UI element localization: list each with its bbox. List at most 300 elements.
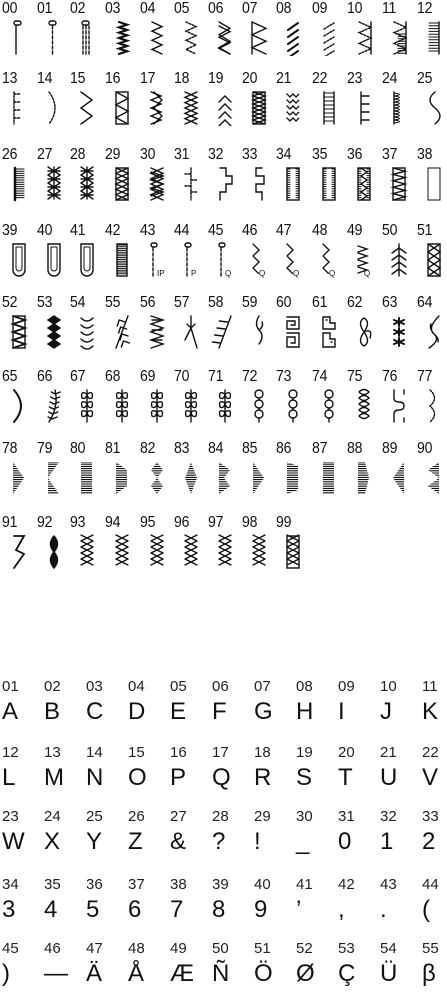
- stitch-33-icon: [244, 166, 274, 202]
- character-pattern-50: [212, 940, 252, 1000]
- character-number: 46: [44, 940, 61, 957]
- character-glyph: Å: [128, 960, 145, 987]
- stitch-number: 71: [208, 368, 224, 385]
- character-number: 03: [86, 678, 103, 695]
- character-glyph: B: [44, 698, 61, 725]
- stitch-number: 08: [276, 0, 292, 17]
- stitch-36-icon: [349, 166, 379, 202]
- character-pattern-39: [212, 876, 252, 936]
- stitch-38-icon: [419, 166, 447, 202]
- svg-text:Q: Q: [329, 269, 336, 278]
- stitch-number: 51: [417, 222, 433, 239]
- stitch-64-icon: [419, 314, 447, 350]
- stitch-77-icon: [419, 388, 447, 424]
- stitch-32-icon: [210, 166, 240, 202]
- stitch-pattern-51: [417, 222, 447, 290]
- character-number: 38: [170, 876, 187, 893]
- character-pattern-02: [44, 678, 84, 738]
- stitch-number: 97: [208, 514, 224, 531]
- stitch-24-icon: [384, 90, 414, 126]
- stitch-number: 62: [347, 294, 363, 311]
- character-number: 23: [2, 808, 19, 825]
- stitch-75-icon: [349, 388, 379, 424]
- stitch-80-icon: [72, 460, 102, 496]
- character-pattern-31: [338, 808, 378, 868]
- character-pattern-48: [128, 940, 168, 1000]
- stitch-27-icon: [39, 166, 69, 202]
- character-number: 14: [86, 744, 103, 761]
- character-glyph: 6: [128, 896, 142, 923]
- stitch-57-icon: [176, 314, 206, 350]
- character-glyph: L: [2, 764, 16, 791]
- stitch-number: 10: [347, 0, 363, 17]
- character-number: 30: [296, 808, 313, 825]
- stitch-number: 12: [417, 0, 433, 17]
- character-number: 43: [380, 876, 397, 893]
- stitch-number: 38: [417, 146, 433, 163]
- stitch-number: 23: [347, 70, 363, 87]
- character-pattern-08: [296, 678, 336, 738]
- character-number: 01: [2, 678, 19, 695]
- stitch-78-icon: [4, 460, 34, 496]
- stitch-number: 00: [2, 0, 18, 17]
- stitch-79-icon: [39, 460, 69, 496]
- stitch-number: 67: [70, 368, 86, 385]
- character-number: 13: [44, 744, 61, 761]
- stitch-91-icon: [4, 534, 34, 570]
- stitch-65-icon: [4, 388, 34, 424]
- character-glyph: 5: [86, 896, 100, 923]
- character-glyph: F: [212, 698, 227, 725]
- character-glyph: J: [380, 698, 392, 725]
- stitch-00-icon: [4, 20, 34, 56]
- stitch-70-icon: [176, 388, 206, 424]
- stitch-number: 28: [70, 146, 86, 163]
- character-number: 04: [128, 678, 145, 695]
- character-number: 06: [212, 678, 229, 695]
- character-pattern-03: [86, 678, 126, 738]
- stitch-49-icon: [349, 242, 379, 278]
- character-number: 49: [170, 940, 187, 957]
- stitch-number: 99: [276, 514, 292, 531]
- character-glyph: .: [380, 896, 387, 923]
- stitch-number: 79: [37, 440, 53, 457]
- character-pattern-24: [44, 808, 84, 868]
- stitch-93-icon: [72, 534, 102, 570]
- stitch-number: 34: [276, 146, 292, 163]
- character-glyph: U: [380, 764, 398, 791]
- stitch-number: 60: [276, 294, 292, 311]
- stitch-76-icon: [384, 388, 414, 424]
- stitch-58-icon: [210, 314, 240, 350]
- character-number: 37: [128, 876, 145, 893]
- character-glyph: 0: [338, 828, 352, 855]
- stitch-number: 55: [105, 294, 121, 311]
- stitch-30-icon: [142, 166, 172, 202]
- stitch-51-icon: [419, 242, 447, 278]
- character-number: 41: [296, 876, 313, 893]
- character-glyph: 3: [2, 896, 16, 923]
- stitch-90-icon: [419, 460, 447, 496]
- stitch-number: 37: [382, 146, 398, 163]
- stitch-95-icon: [142, 534, 172, 570]
- stitch-number: 42: [105, 222, 121, 239]
- character-pattern-10: [380, 678, 420, 738]
- character-pattern-11: [422, 678, 447, 738]
- character-pattern-49: [170, 940, 210, 1000]
- stitch-number: 89: [382, 440, 398, 457]
- stitch-number: 84: [208, 440, 224, 457]
- character-pattern-07: [254, 678, 294, 738]
- character-number: 25: [86, 808, 103, 825]
- character-glyph: W: [2, 828, 25, 855]
- character-pattern-21: [380, 744, 420, 804]
- svg-text:Q: Q: [225, 269, 232, 278]
- stitch-12-icon: [419, 20, 447, 56]
- stitch-42-icon: [107, 242, 137, 278]
- character-pattern-15: [128, 744, 168, 804]
- stitch-number: 24: [382, 70, 398, 87]
- character-pattern-14: [86, 744, 126, 804]
- character-pattern-37: [128, 876, 168, 936]
- character-number: 09: [338, 678, 355, 695]
- character-number: 08: [296, 678, 313, 695]
- character-number: 19: [296, 744, 313, 761]
- character-pattern-38: [170, 876, 210, 936]
- character-glyph: P: [170, 764, 187, 791]
- character-pattern-30: [296, 808, 336, 868]
- character-glyph: Æ: [170, 960, 194, 987]
- stitch-21-icon: [278, 90, 308, 126]
- character-number: 45: [2, 940, 19, 957]
- stitch-number: 80: [70, 440, 86, 457]
- character-pattern-40: [254, 876, 294, 936]
- stitch-pattern-99: [276, 514, 318, 582]
- character-pattern-28: [212, 808, 252, 868]
- stitch-number: 07: [242, 0, 258, 17]
- stitch-53-icon: [39, 314, 69, 350]
- stitch-number: 01: [37, 0, 53, 17]
- stitch-number: 76: [382, 368, 398, 385]
- stitch-98-icon: [244, 534, 274, 570]
- character-glyph: Ä: [86, 960, 103, 987]
- svg-text:P: P: [191, 269, 197, 278]
- stitch-89-icon: [384, 460, 414, 496]
- character-glyph: ,: [338, 896, 345, 923]
- stitch-number: 92: [37, 514, 53, 531]
- character-glyph: R: [254, 764, 272, 791]
- character-glyph: Ø: [296, 960, 315, 987]
- stitch-84-icon: [210, 460, 240, 496]
- character-glyph: K: [422, 698, 439, 725]
- stitch-69-icon: [142, 388, 172, 424]
- character-number: 22: [422, 744, 439, 761]
- character-number: 10: [380, 678, 397, 695]
- stitch-number: 25: [417, 70, 433, 87]
- character-glyph: Y: [86, 828, 103, 855]
- character-glyph: β: [422, 960, 436, 987]
- character-number: 54: [380, 940, 397, 957]
- stitch-number: 65: [2, 368, 18, 385]
- stitch-number: 50: [382, 222, 398, 239]
- stitch-99-icon: [278, 534, 308, 570]
- stitch-number: 31: [174, 146, 190, 163]
- character-pattern-55: [422, 940, 447, 1000]
- stitch-35-icon: [314, 166, 344, 202]
- stitch-44-icon: [176, 242, 206, 278]
- character-pattern-35: [44, 876, 84, 936]
- stitch-66-icon: [39, 388, 69, 424]
- stitch-number: 72: [242, 368, 258, 385]
- stitch-52-icon: [4, 314, 34, 350]
- stitch-number: 94: [105, 514, 121, 531]
- stitch-pattern-90: [417, 440, 447, 508]
- stitch-number: 56: [140, 294, 156, 311]
- character-number: 20: [338, 744, 355, 761]
- character-number: 36: [86, 876, 103, 893]
- stitch-number: 95: [140, 514, 156, 531]
- stitch-number: 47: [276, 222, 292, 239]
- character-number: 16: [170, 744, 187, 761]
- stitch-number: 09: [312, 0, 328, 17]
- character-pattern-12: [2, 744, 42, 804]
- character-pattern-29: [254, 808, 294, 868]
- stitch-67-icon: [72, 388, 102, 424]
- stitch-number: 86: [276, 440, 292, 457]
- character-number: 53: [338, 940, 355, 957]
- character-pattern-52: [296, 940, 336, 1000]
- character-number: 48: [128, 940, 145, 957]
- character-glyph: 8: [212, 896, 226, 923]
- stitch-number: 77: [417, 368, 433, 385]
- stitch-number: 15: [70, 70, 86, 87]
- character-number: 52: [296, 940, 313, 957]
- stitch-number: 49: [347, 222, 363, 239]
- stitch-number: 88: [347, 440, 363, 457]
- stitch-34-icon: [278, 166, 308, 202]
- character-glyph: !: [254, 828, 261, 855]
- stitch-04-icon: [142, 20, 172, 56]
- stitch-45-icon: [210, 242, 240, 278]
- character-pattern-26: [128, 808, 168, 868]
- stitch-number: 17: [140, 70, 156, 87]
- character-glyph: V: [422, 764, 439, 791]
- character-pattern-32: [380, 808, 420, 868]
- stitch-number: 61: [312, 294, 328, 311]
- character-pattern-chart: [0, 678, 447, 1000]
- stitch-number: 21: [276, 70, 292, 87]
- stitch-96-icon: [176, 534, 206, 570]
- stitch-41-icon: [72, 242, 102, 278]
- character-number: 07: [254, 678, 271, 695]
- character-pattern-44: [422, 876, 447, 936]
- stitch-number: 81: [105, 440, 121, 457]
- stitch-15-icon: [72, 90, 102, 126]
- stitch-number: 93: [70, 514, 86, 531]
- stitch-61-icon: [314, 314, 344, 350]
- stitch-pattern-64: [417, 294, 447, 362]
- stitch-25-icon: [419, 90, 447, 126]
- stitch-number: 03: [105, 0, 121, 17]
- character-number: 31: [338, 808, 355, 825]
- stitch-50-icon: [384, 242, 414, 278]
- character-number: 26: [128, 808, 145, 825]
- character-pattern-13: [44, 744, 84, 804]
- stitch-number: 16: [105, 70, 121, 87]
- character-pattern-54: [380, 940, 420, 1000]
- stitch-number: 14: [37, 70, 53, 87]
- svg-text:IP: IP: [157, 269, 165, 278]
- stitch-06-icon: [210, 20, 240, 56]
- character-glyph: _: [296, 828, 310, 855]
- stitch-39-icon: [4, 242, 34, 278]
- stitch-54-icon: [72, 314, 102, 350]
- character-glyph: Q: [212, 764, 231, 791]
- stitch-60-icon: [278, 314, 308, 350]
- stitch-number: 27: [37, 146, 53, 163]
- character-glyph: —: [44, 960, 68, 987]
- character-number: 11: [422, 678, 438, 695]
- character-number: 27: [170, 808, 187, 825]
- character-pattern-05: [170, 678, 210, 738]
- stitch-number: 91: [2, 514, 18, 531]
- character-pattern-16: [170, 744, 210, 804]
- character-number: 34: [2, 876, 19, 893]
- stitch-11-icon: [384, 20, 414, 56]
- character-number: 55: [422, 940, 439, 957]
- character-pattern-04: [128, 678, 168, 738]
- stitch-number: 02: [70, 0, 86, 17]
- character-pattern-36: [86, 876, 126, 936]
- character-glyph: (: [422, 896, 430, 923]
- stitch-31-icon: [176, 166, 206, 202]
- stitch-62-icon: [349, 314, 379, 350]
- character-pattern-41: [296, 876, 336, 936]
- character-number: 05: [170, 678, 187, 695]
- stitch-pattern-77: [417, 368, 447, 436]
- character-glyph: Ü: [380, 960, 398, 987]
- stitch-16-icon: [107, 90, 137, 126]
- character-glyph: T: [338, 764, 353, 791]
- stitch-number: 74: [312, 368, 328, 385]
- stitch-number: 20: [242, 70, 258, 87]
- stitch-number: 26: [2, 146, 18, 163]
- character-glyph: M: [44, 764, 64, 791]
- stitch-number: 87: [312, 440, 328, 457]
- stitch-number: 06: [208, 0, 224, 17]
- stitch-number: 30: [140, 146, 156, 163]
- stitch-number: 78: [2, 440, 18, 457]
- stitch-18-icon: [176, 90, 206, 126]
- stitch-73-icon: [278, 388, 308, 424]
- character-number: 28: [212, 808, 229, 825]
- character-glyph: ): [2, 960, 10, 987]
- stitch-number: 85: [242, 440, 258, 457]
- character-glyph: ?: [212, 828, 226, 855]
- character-pattern-51: [254, 940, 294, 1000]
- stitch-number: 44: [174, 222, 190, 239]
- stitch-number: 41: [70, 222, 86, 239]
- stitch-number: 98: [242, 514, 258, 531]
- character-glyph: D: [128, 698, 146, 725]
- stitch-number: 96: [174, 514, 190, 531]
- stitch-number: 66: [37, 368, 53, 385]
- stitch-40-icon: [39, 242, 69, 278]
- stitch-05-icon: [176, 20, 206, 56]
- stitch-number: 58: [208, 294, 224, 311]
- character-glyph: A: [2, 698, 19, 725]
- character-pattern-17: [212, 744, 252, 804]
- stitch-number: 19: [208, 70, 224, 87]
- svg-text:Q: Q: [259, 269, 266, 278]
- stitch-20-icon: [244, 90, 274, 126]
- stitch-pattern-25: [417, 70, 447, 138]
- stitch-number: 43: [140, 222, 156, 239]
- stitch-number: 83: [174, 440, 190, 457]
- stitch-81-icon: [107, 460, 137, 496]
- character-glyph: N: [86, 764, 104, 791]
- stitch-number: 73: [276, 368, 292, 385]
- stitch-number: 70: [174, 368, 190, 385]
- stitch-74-icon: [314, 388, 344, 424]
- stitch-56-icon: [142, 314, 172, 350]
- stitch-number: 75: [347, 368, 363, 385]
- stitch-55-icon: [107, 314, 137, 350]
- character-glyph: O: [128, 764, 147, 791]
- stitch-number: 39: [2, 222, 18, 239]
- stitch-pattern-38: [417, 146, 447, 214]
- stitch-59-icon: [244, 314, 274, 350]
- character-pattern-46: [44, 940, 84, 1000]
- stitch-number: 59: [242, 294, 258, 311]
- stitch-number: 64: [417, 294, 433, 311]
- character-number: 50: [212, 940, 229, 957]
- character-pattern-27: [170, 808, 210, 868]
- character-number: 21: [380, 744, 397, 761]
- stitch-19-icon: [210, 90, 240, 126]
- character-glyph: 1: [380, 828, 394, 855]
- stitch-number: 11: [382, 0, 397, 17]
- character-pattern-09: [338, 678, 378, 738]
- character-number: 33: [422, 808, 439, 825]
- stitch-10-icon: [349, 20, 379, 56]
- character-pattern-22: [422, 744, 447, 804]
- stitch-number: 57: [174, 294, 190, 311]
- stitch-number: 68: [105, 368, 121, 385]
- stitch-68-icon: [107, 388, 137, 424]
- character-pattern-47: [86, 940, 126, 1000]
- stitch-13-icon: [4, 90, 34, 126]
- stitch-number: 40: [37, 222, 53, 239]
- stitch-number: 13: [2, 70, 18, 87]
- stitch-83-icon: [176, 460, 206, 496]
- svg-text:Q: Q: [293, 269, 300, 278]
- stitch-08-icon: [278, 20, 308, 56]
- stitch-number: 32: [208, 146, 224, 163]
- svg-text:Q: Q: [364, 269, 371, 278]
- stitch-86-icon: [278, 460, 308, 496]
- character-number: 18: [254, 744, 271, 761]
- stitch-22-icon: [314, 90, 344, 126]
- character-glyph: 7: [170, 896, 184, 923]
- stitch-47-icon: [278, 242, 308, 278]
- stitch-14-icon: [39, 90, 69, 126]
- stitch-72-icon: [244, 388, 274, 424]
- character-glyph: X: [44, 828, 61, 855]
- character-glyph: Ñ: [212, 960, 230, 987]
- character-number: 51: [254, 940, 271, 957]
- stitch-37-icon: [384, 166, 414, 202]
